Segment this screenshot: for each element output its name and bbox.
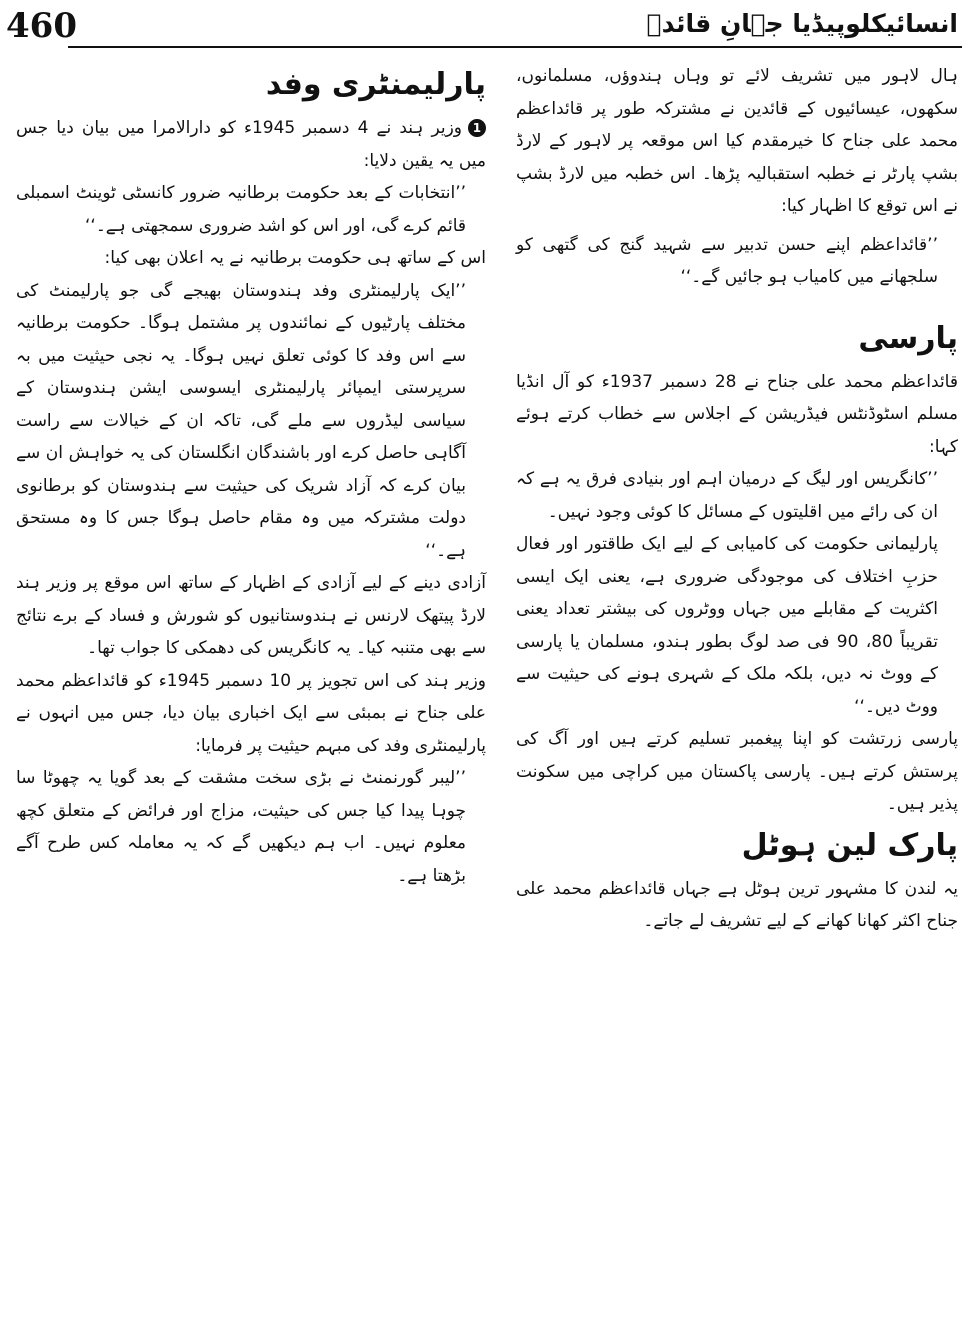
paragraph: آزادی دینے کے لیے آزادی کے اظہار کے ساتھ اس موقع پر وزیر ہند لارڈ پیتھک لارنس نے ہندوستانیوں کو شورش و فساد کے برے نتائج سے بھی متنبہ کیا۔ یہ کانگریس کی دھمکی کا جواب تھا۔ (16, 573, 486, 658)
right-column (516, 60, 958, 1335)
paragraph: پارسی زرتشت کو اپنا پیغمبر تسلیم کرتے ہیں اور آگ کی پرستش کرتے ہیں۔ پارسی پاکستان میں کراچی میں سکونت پذیر ہیں۔ (516, 729, 958, 814)
page-number: 460 (6, 6, 77, 46)
section-heading-parliamentary-delegation: پارلیمنٹری وفد (265, 67, 486, 102)
running-title: انسائیکلوپیڈیا جہانِ قائدؒ (646, 9, 958, 38)
block-quote: ’’ایک پارلیمنٹری وفد ہندوستان بھیجے گی جو پارلیمنٹ کی مختلف پارٹیوں کے نمائندوں پر مشتمل ہوگا۔ حکومت برطانیہ سے اس وفد کا کوئی تعلق نہیں ہوگا۔ یہ نجی حیثیت میں بہ سرپرستی ایمپائر پارلیمنٹری ایسوسی ایشن ہندوستان کے سیاسی لیڈروں سے ملے گی، تاکہ ان کے خیالات سے راست آگاہی حاصل کرے اور باشندگان انگلستان کی یہ خواہش ان سے بیان کرے کہ آزاد شریک کی حیثیت سے ہندوستان کو برطانوی دولت مشترکہ میں وہ مقام حاصل ہوگا جس کا وہ مستحق ہے۔‘‘ (16, 280, 466, 561)
paragraph: یہ لندن کا مشہور ترین ہوٹل ہے جہاں قائداعظم محمد علی جناح اکثر کھانا کھانے کے لیے تشریف لے جاتے۔ (516, 878, 958, 931)
header-rule (68, 46, 962, 48)
block-quote: ’’قائداعظم اپنے حسن تدبیر سے شہید گنج کی گتھی کو سلجھانے میں کامیاب ہو جائیں گے۔‘‘ (516, 234, 938, 287)
paragraph (16, 112, 486, 177)
block-quote: ’’لیبر گورنمنٹ نے بڑی سخت مشقت کے بعد گویا یہ چھوٹا سا چوہا پیدا کیا جس کی حیثیت، مزاج اور فرائض کے متعلق کچھ معلوم نہیں۔ اب ہم دیکھیں گے کہ یہ معاملہ کس طرح آگے بڑھتا ہے۔ (16, 768, 466, 886)
block-quote: پارلیمانی حکومت کی کامیابی کے لیے ایک طاقتور اور فعال حزبِ اختلاف کی موجودگی ضروری ہے، یعنی ایک ایسی اکثریت کے مقابلے میں جہاں ووٹروں کی بیشتر تعداد یعنی تقریباً 80، 90 فی صد لوگ بطور ہندو، مسلمان یا پارسی کے ووٹ نہ دیں، بلکہ ملک کے شہری ہونے کی حیثیت سے ووٹ دیں۔‘‘ (516, 534, 939, 717)
paragraph: ہال لاہور میں تشریف لائے تو وہاں ہندوؤں، مسلمانوں، سکھوں، عیسائیوں کے قائدین نے مشترکہ طور پر قائداعظم محمد علی جناح کا خیرمقدم کیا اس موقعہ پر لاہور کے لارڈ بشپ پارٹر نے خطبہ استقبالیہ پڑھا۔ اس خطبہ میں لارڈ بشپ نے اس توقع کا اظہار کیا: (516, 66, 958, 216)
section-heading-park-lane: پارک لین ہوٹل (741, 827, 958, 863)
block-quote: ’’کانگریس اور لیگ کے درمیان اہم اور بنیادی فرق یہ ہے کہ ان کی رائے میں اقلیتوں کے مسائل کا کوئی وجود نہیں۔ (516, 469, 938, 522)
paragraph: اس کے ساتھ ہی حکومت برطانیہ نے یہ اعلان بھی کیا: (104, 248, 486, 268)
section-heading-parsi: پارسی (858, 320, 958, 356)
numbered-bullet: 1 (468, 119, 486, 137)
paragraph: قائداعظم محمد علی جناح نے 28 دسمبر 1937ء کو آل انڈیا مسلم اسٹوڈنٹس فیڈریشن کے اجلاس سے خطاب کرتے ہوئے کہا: (516, 371, 958, 457)
left-column (16, 60, 486, 1335)
paragraph: وزیر ہند کی اس تجویز پر 10 دسمبر 1945ء کو قائداعظم محمد علی جناح نے بمبئی سے ایک اخباری بیان دیا، جس میں انہوں نے پارلیمنٹری وفد کی مبہم حیثیت پر فرمایا: (16, 670, 486, 756)
block-quote: ’’انتخابات کے بعد حکومت برطانیہ ضرور کانسٹی ٹوینٹ اسمبلی قائم کرے گی، اور اس کو اشد ضروری سمجھتی ہے۔‘‘ (16, 183, 466, 236)
paragraph-text: وزیر ہند نے 4 دسمبر 1945ء کو دارالامرا میں بیان دیا جس میں یہ یقین دلایا: (16, 118, 486, 171)
